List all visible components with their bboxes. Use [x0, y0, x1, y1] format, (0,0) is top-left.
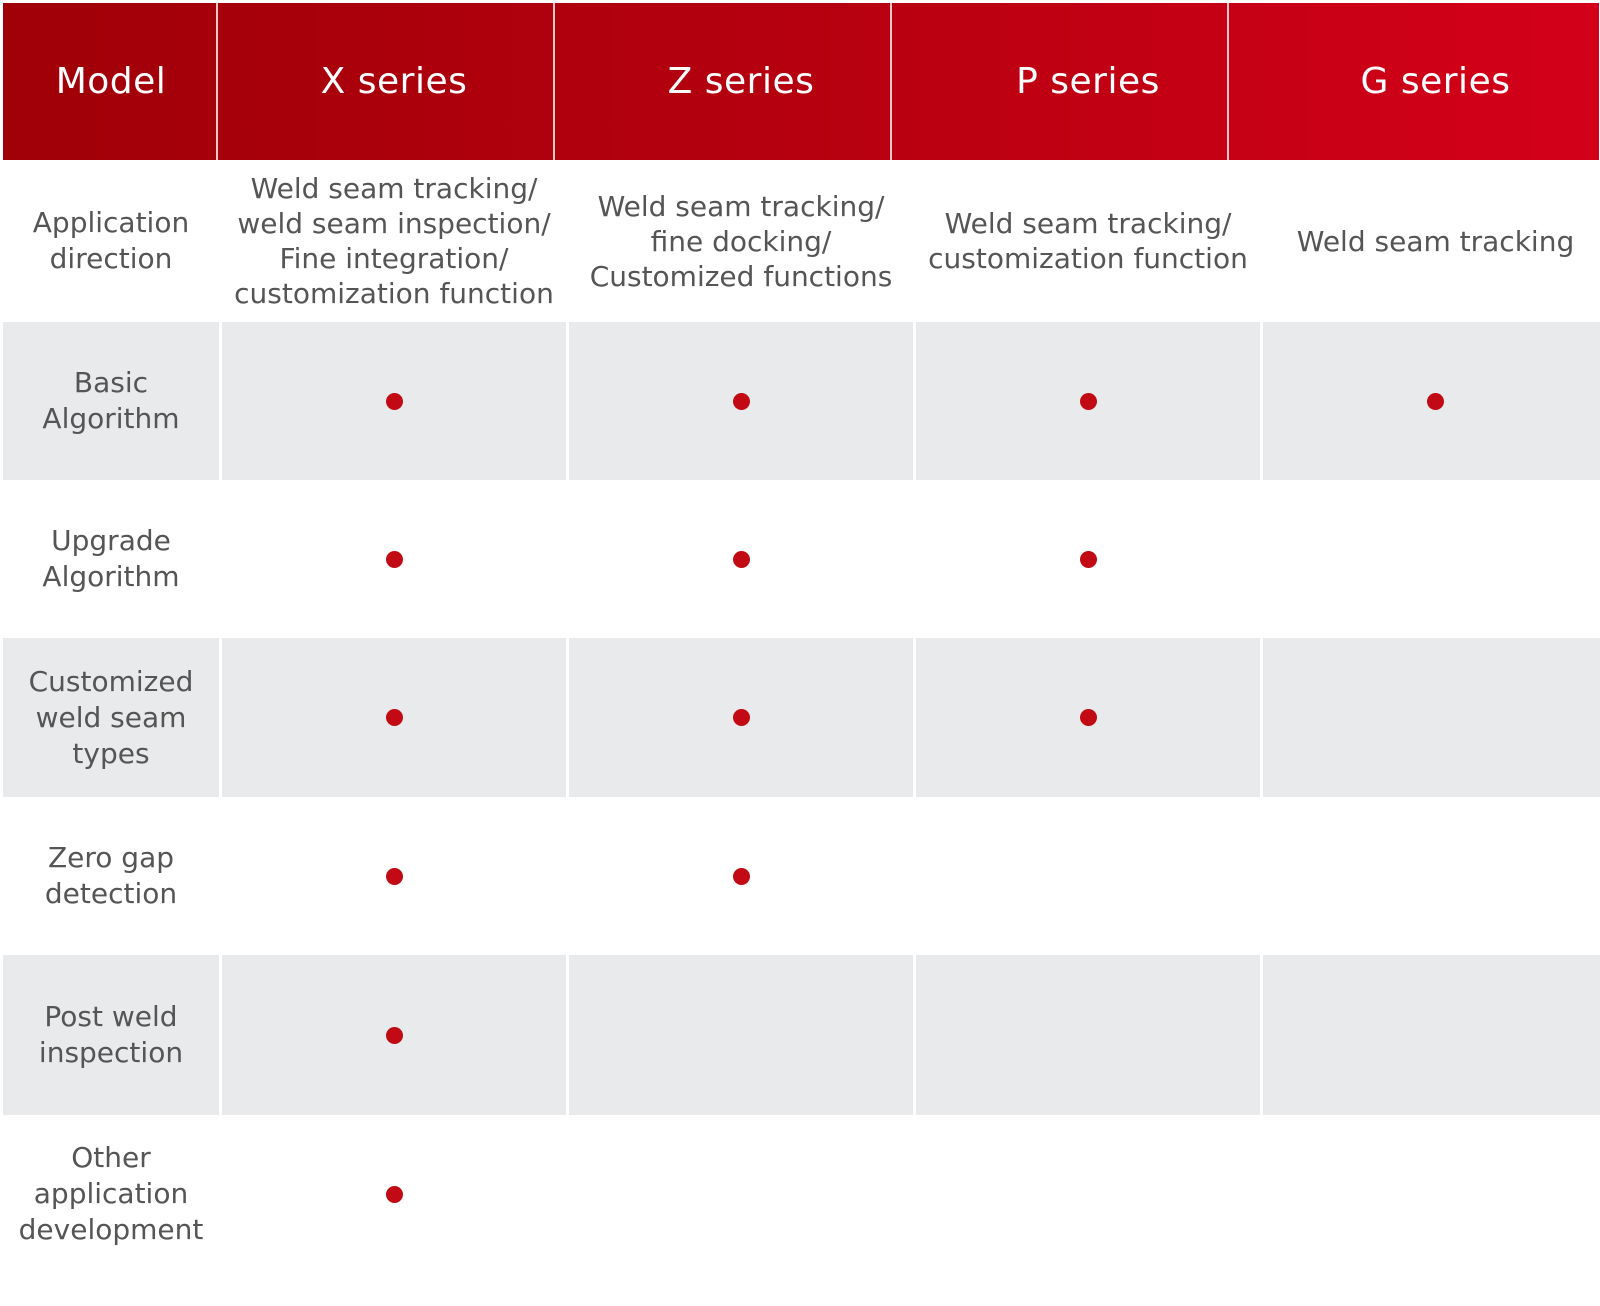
support-dot-icon [1080, 393, 1097, 410]
feature-cell [1263, 638, 1600, 797]
feature-cell [916, 955, 1260, 1115]
support-dot-icon [386, 709, 403, 726]
feature-cell [569, 797, 913, 955]
application-direction-p-series: Weld seam tracking/ customization function [928, 207, 1248, 275]
support-dot-icon [733, 393, 750, 410]
row-label-application-direction: Application direction [32, 206, 190, 275]
support-dot-icon [733, 709, 750, 726]
feature-cell [222, 322, 566, 480]
column-header-g-series: G series [1360, 61, 1511, 102]
feature-cell [916, 638, 1260, 797]
support-dot-icon [386, 1186, 403, 1203]
column-header-x-series: X series [320, 61, 468, 102]
support-dot-icon [1080, 551, 1097, 568]
row-label-basic-algorithm: Basic Algorithm [3, 322, 219, 480]
support-dot-icon [386, 868, 403, 885]
row-label-other-application-development: Other application development [18, 1141, 204, 1246]
feature-cell [222, 1115, 566, 1273]
feature-cell [1263, 797, 1600, 955]
column-header-model: Model [55, 61, 167, 102]
column-header-z-series: Z series [667, 61, 815, 102]
feature-cell [222, 638, 566, 797]
feature-cell [916, 322, 1260, 480]
feature-cell [1263, 1115, 1600, 1273]
feature-cell [916, 1115, 1260, 1273]
support-dot-icon [1427, 393, 1444, 410]
feature-cell [569, 638, 913, 797]
row-label-zero-gap-detection: Zero gap detection [44, 841, 178, 910]
support-dot-icon [733, 551, 750, 568]
row-label-upgrade-algorithm: Upgrade Algorithm [42, 524, 180, 593]
feature-cell [1263, 480, 1600, 638]
feature-cell [1263, 955, 1600, 1115]
comparison-table [3, 3, 1599, 1273]
feature-cell [569, 480, 913, 638]
support-dot-icon [733, 868, 750, 885]
application-direction-x-series: Weld seam tracking/ weld seam inspection/ Fine integration/ customization function [234, 172, 554, 310]
feature-cell [569, 322, 913, 480]
application-direction-z-series: Weld seam tracking/ fine docking/ Customized functions [589, 189, 893, 293]
support-dot-icon [1080, 709, 1097, 726]
feature-cell [222, 955, 566, 1115]
support-dot-icon [386, 551, 403, 568]
feature-cell [569, 1115, 913, 1273]
row-label-post-weld-inspection: Post weld inspection [3, 955, 219, 1115]
row-label-customized-weld-seam-types: Customized weld seam types [3, 638, 219, 797]
column-header-p-series: P series [1016, 61, 1160, 102]
feature-cell [222, 480, 566, 638]
feature-cell [569, 955, 913, 1115]
feature-cell [222, 797, 566, 955]
application-direction-g-series: Weld seam tracking [1296, 224, 1575, 258]
feature-cell [916, 797, 1260, 955]
support-dot-icon [386, 1027, 403, 1044]
feature-cell [916, 480, 1260, 638]
support-dot-icon [386, 393, 403, 410]
feature-cell [1263, 322, 1600, 480]
